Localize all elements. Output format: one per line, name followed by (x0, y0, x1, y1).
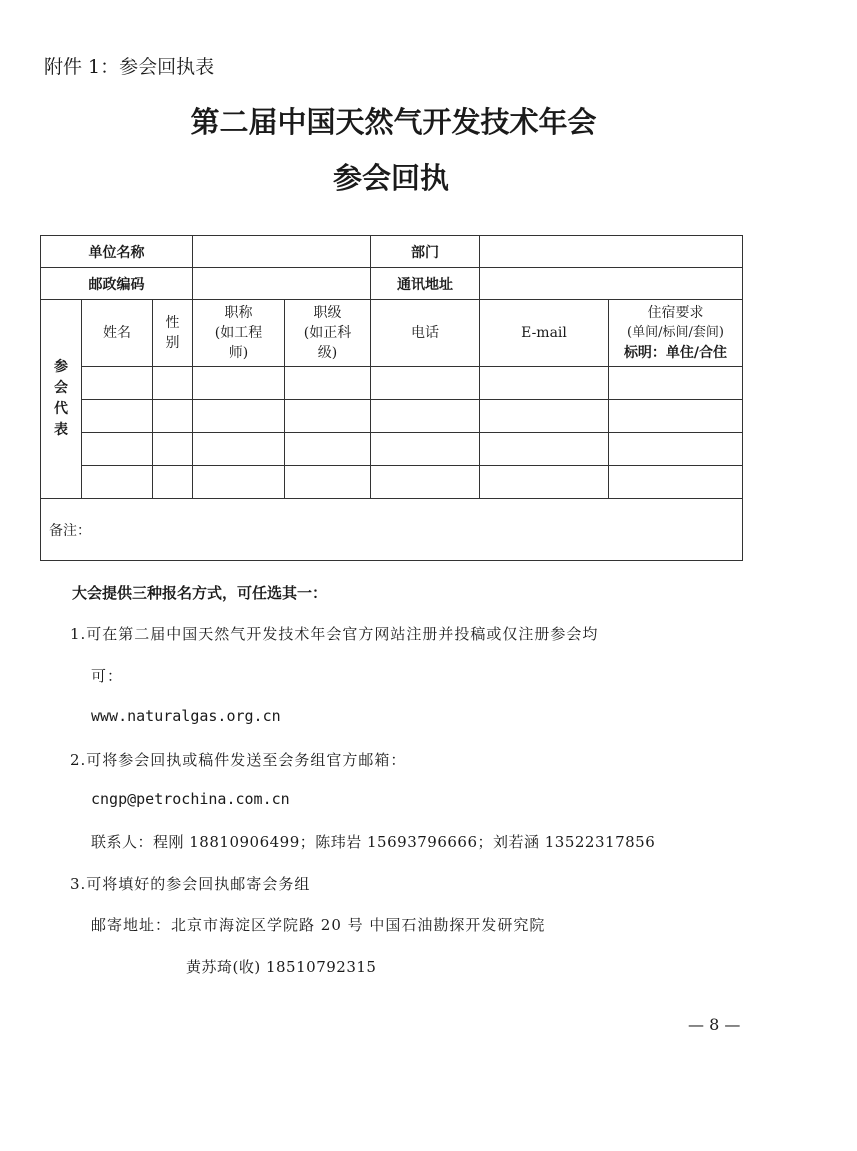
mailing-address: 邮寄地址：北京市海淀区学院路 20 号 中国石油勘探开发研究院 (91, 916, 546, 934)
rep-cell[interactable] (82, 433, 153, 466)
document-title: 第二届中国天然气开发技术年会 (190, 105, 597, 139)
method-1-text-cont: 可： (91, 667, 124, 685)
rep-cell[interactable] (82, 400, 153, 433)
rep-cell[interactable] (480, 400, 609, 433)
rep-cell[interactable] (82, 367, 153, 400)
postal-code-field[interactable] (193, 268, 371, 300)
method-1-text: 1.可在第二届中国天然气开发技术年会官方网站注册并投稿或仅注册参会均 (70, 625, 599, 643)
representative-row (41, 400, 743, 433)
rep-cell[interactable] (609, 367, 743, 400)
rep-cell[interactable] (153, 400, 193, 433)
rep-cell[interactable] (609, 400, 743, 433)
email-link[interactable]: cngp@petrochina.com.cn (91, 790, 290, 808)
methods-heading: 大会提供三种报名方式，可任选其一： (72, 584, 328, 602)
col-header-email: E-mail (480, 300, 609, 367)
rep-cell[interactable] (82, 466, 153, 499)
representative-row (41, 466, 743, 499)
col-header-phone: 电话 (371, 300, 480, 367)
unit-name-field[interactable] (193, 236, 371, 268)
contacts-text: 联系人：程刚 18810906499；陈玮岩 15693796666；刘若涵 13522317856 (91, 833, 656, 851)
mailing-recipient: 黄苏琦(收) 18510792315 (186, 958, 377, 976)
rep-cell[interactable] (153, 367, 193, 400)
department-field[interactable] (480, 236, 743, 268)
rep-cell[interactable] (285, 466, 371, 499)
rep-cell[interactable] (193, 433, 285, 466)
rep-cell[interactable] (371, 466, 480, 499)
rep-cell[interactable] (371, 400, 480, 433)
rep-cell[interactable] (193, 367, 285, 400)
rep-cell[interactable] (153, 433, 193, 466)
rep-cell[interactable] (609, 466, 743, 499)
attachment-label: 附件 1：参会回执表 (44, 56, 215, 78)
address-label: 通讯地址 (371, 268, 480, 300)
rep-cell[interactable] (285, 433, 371, 466)
department-label: 部门 (371, 236, 480, 268)
representative-row (41, 433, 743, 466)
col-header-rank: 职级 (如正科 级) (285, 300, 371, 367)
rep-cell[interactable] (371, 367, 480, 400)
postal-code-label: 邮政编码 (41, 268, 193, 300)
rep-cell[interactable] (193, 400, 285, 433)
document-subtitle: 参会回执 (332, 161, 449, 195)
rep-cell[interactable] (371, 433, 480, 466)
rep-cell[interactable] (609, 433, 743, 466)
rep-cell[interactable] (480, 466, 609, 499)
col-header-room: 住宿要求 (单间/标间/套间) 标明：单住/合住 (609, 300, 743, 367)
page-number: — 8 — (688, 1015, 741, 1034)
rep-cell[interactable] (480, 367, 609, 400)
website-link[interactable]: www.naturalgas.org.cn (91, 707, 281, 725)
col-header-gender: 性 别 (153, 300, 193, 367)
notes-label: 备注： (49, 522, 91, 539)
representative-row (41, 367, 743, 400)
col-header-name: 姓名 (82, 300, 153, 367)
notes-field[interactable] (41, 499, 743, 561)
unit-name-label: 单位名称 (41, 236, 193, 268)
rep-cell[interactable] (285, 367, 371, 400)
registration-form-table (40, 235, 743, 561)
representatives-label: 参 会 代 表 (41, 300, 82, 499)
rep-cell[interactable] (193, 466, 285, 499)
address-field[interactable] (480, 268, 743, 300)
method-3-text: 3.可将填好的参会回执邮寄会务组 (70, 875, 311, 893)
rep-cell[interactable] (285, 400, 371, 433)
rep-cell[interactable] (153, 466, 193, 499)
rep-cell[interactable] (480, 433, 609, 466)
col-header-title: 职称 (如工程 师) (193, 300, 285, 367)
method-2-text: 2.可将参会回执或稿件发送至会务组官方邮箱： (70, 751, 407, 769)
